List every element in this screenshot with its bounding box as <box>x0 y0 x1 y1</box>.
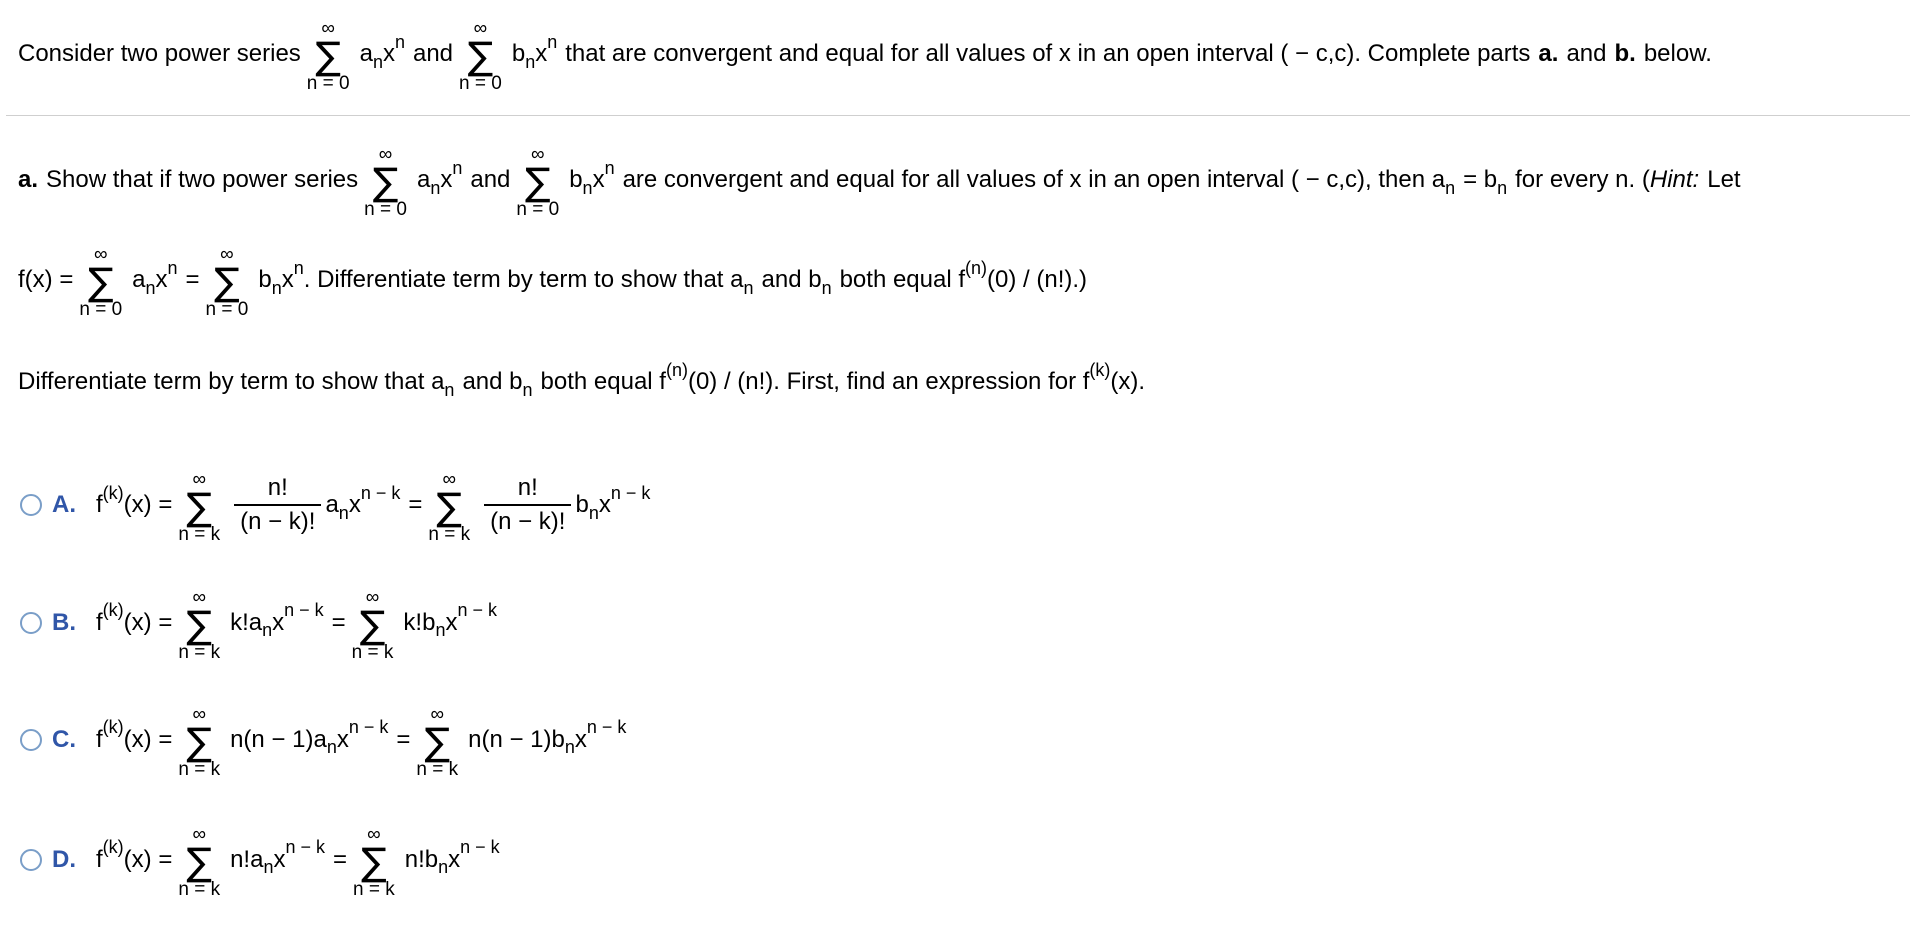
option-letter-d: D. <box>52 845 76 873</box>
sum-symbol: ∞ ∑ n = 0 <box>205 244 249 320</box>
radio-button-b[interactable] <box>20 612 42 634</box>
section-divider <box>6 115 1910 116</box>
sum-symbol: ∞ ∑ n = k <box>353 823 395 900</box>
part-a-label: a. <box>18 166 39 193</box>
radio-button-c[interactable] <box>20 729 42 751</box>
sum-symbol: ∞ ∑ n = k <box>178 586 221 663</box>
sum-symbol: ∞ ∑ n = 0 <box>364 144 407 220</box>
option-letter-b: B. <box>52 608 76 636</box>
sum-symbol: ∞ ∑ n = k <box>178 823 221 900</box>
intro-line: Consider two power series ∞ ∑ n = 0 a n x n and ∞ ∑ n = 0 b n x n that are convergent and equal for all values of x in an open interval ( − c,c). Complete parts a. and b. below. <box>18 18 1712 94</box>
radio-button-a[interactable] <box>20 494 42 516</box>
part-a-line-2: f(x) = ∞ ∑ n = 0 a n x n = ∞ ∑ n = 0 b n x n . Differentiate term by term to show that a n and b n both equal f (n) (0) / (n!).) <box>18 244 1088 320</box>
sum-symbol: ∞ ∑ n = 0 <box>306 18 350 94</box>
fraction: $\frac{n!}{(n - k)!}$ <box>234 474 321 536</box>
option-c[interactable]: C. f (k) (x) = ∞ ∑ n = k n(n − 1) a n x n − k = ∞ ∑ n = k n(n − 1) b n x n − k <box>20 692 626 787</box>
sum-symbol: ∞ ∑ n = 0 <box>79 244 123 320</box>
hint-label: Hint: <box>1649 166 1700 193</box>
intro-prefix: Consider two power series <box>18 40 301 67</box>
sum-symbol: ∞ ∑ n = k <box>428 469 471 545</box>
part-a-line-1: a. Show that if two power series ∞ ∑ n = 0 a n x n and ∞ ∑ n = 0 b n x n are convergent and equal for all values of x in an open interval ( − c,c), then a n = b n for every n. ( Hint: Let <box>18 144 1741 220</box>
sum-symbol: ∞ ∑ n = 0 <box>459 18 502 94</box>
intro-and: and <box>412 40 454 67</box>
option-letter-c: C. <box>52 725 76 753</box>
option-a[interactable]: A. f (k) (x) = ∞ ∑ n = k $\frac{n!}{(n - k)!}$ a n x n − k = ∞ ∑ n = k $\frac{n!}{(n - k)!}$ b n x n − k <box>20 455 650 555</box>
option-letter-a: A. <box>52 491 76 518</box>
radio-button-d[interactable] <box>20 849 42 871</box>
sum-symbol: ∞ ∑ n = k <box>351 586 394 663</box>
sum-symbol: ∞ ∑ n = k <box>178 703 221 780</box>
intro-part-a: a. <box>1538 40 1559 67</box>
intro-part-b: b. <box>1614 40 1636 67</box>
instruction-line: Differentiate term by term to show that a n and b n both equal f (n) (0) / (n!). First, find an expression for f (k) (x). <box>18 359 1146 400</box>
fraction: $\frac{n!}{(n - k)!}$ <box>484 474 571 536</box>
option-d[interactable]: D. f (k) (x) = ∞ ∑ n = k n! a n x n − k = ∞ ∑ n = k n! b n x n − k <box>20 812 500 907</box>
sum-symbol: ∞ ∑ n = k <box>416 703 459 780</box>
sum-symbol: ∞ ∑ n = k <box>178 469 221 545</box>
option-b[interactable]: B. f (k) (x) = ∞ ∑ n = k k! a n x n − k = ∞ ∑ n = k k! b n x n − k <box>20 575 497 670</box>
sum-symbol: ∞ ∑ n = 0 <box>516 144 560 220</box>
intro-suffix: that are convergent and equal for all values of x in an open interval ( − c,c). Complete parts <box>565 40 1531 67</box>
